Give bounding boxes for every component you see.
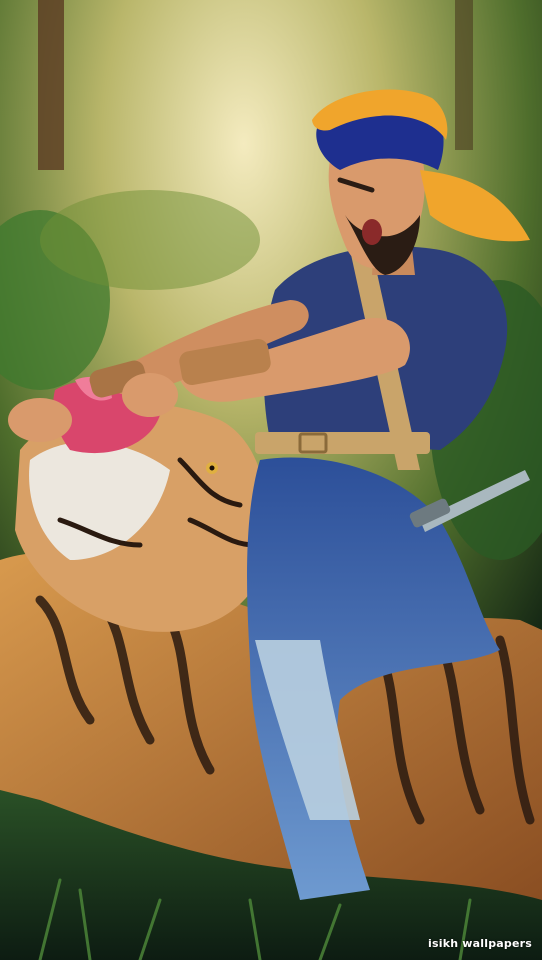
- tree-trunk: [455, 0, 473, 150]
- man-hand: [122, 373, 178, 417]
- watermark-text: isikh wallpapers: [428, 937, 532, 950]
- belt: [255, 432, 430, 454]
- man-open-mouth: [362, 219, 382, 245]
- man-hand: [8, 398, 72, 442]
- foliage: [40, 190, 260, 290]
- tree-trunk: [38, 0, 64, 170]
- tiger-eye-pupil: [210, 466, 215, 471]
